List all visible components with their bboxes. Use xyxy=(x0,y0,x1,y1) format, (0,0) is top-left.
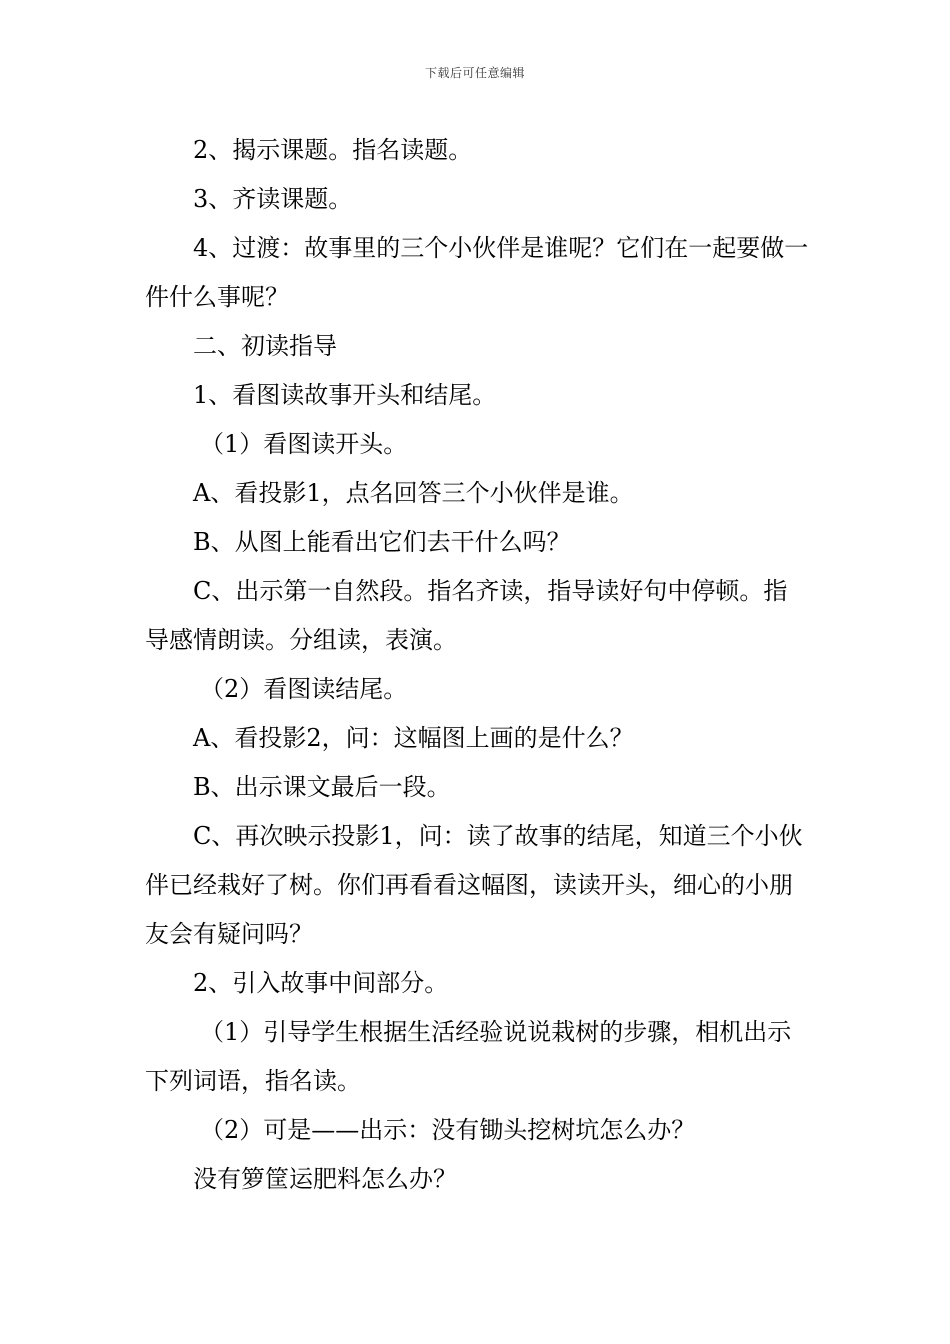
paragraph: （1）看图读开头。 xyxy=(200,430,408,458)
paragraph: 2、引入故事中间部分。 xyxy=(193,969,449,997)
section-heading: 二、初读指导 xyxy=(193,332,337,360)
page-header: 下载后可任意编辑 xyxy=(424,66,525,80)
paragraph: 1、看图读故事开头和结尾。 xyxy=(193,381,497,409)
paragraph: C、再次映示投影1，问：读了故事的结尾，知道三个小伙伴已经栽好了树。你们再看看这幅图，读读开头，细心的小朋友会有疑问吗？ xyxy=(145,822,803,948)
paragraph: B、出示课文最后一段。 xyxy=(193,773,451,801)
paragraph: （1）引导学生根据生活经验说说栽树的步骤，相机出示下列词语，指名读。 xyxy=(145,1018,792,1095)
paragraph: B、从图上能看出它们去干什么吗？ xyxy=(193,528,571,556)
paragraph: （2）可是——出示：没有锄头挖树坑怎么办？ xyxy=(200,1116,696,1144)
paragraph: C、出示第一自然段。指名齐读，指导读好句中停顿。指导感情朗读。分组读，表演。 xyxy=(145,577,788,654)
paragraph: A、看投影1，点名回答三个小伙伴是谁。 xyxy=(193,479,634,507)
paragraph: 3、齐读课题。 xyxy=(193,185,353,213)
paragraph: 2、揭示课题。指名读题。 xyxy=(193,136,473,164)
document-body xyxy=(145,126,810,1204)
paragraph: （2）看图读结尾。 xyxy=(200,675,408,703)
paragraph: A、看投影2，问：这幅图上画的是什么？ xyxy=(193,724,634,752)
paragraph: 没有箩筐运肥料怎么办？ xyxy=(193,1165,457,1193)
paragraph: 4、过渡：故事里的三个小伙伴是谁呢？它们在一起要做一件什么事呢？ xyxy=(145,234,809,311)
